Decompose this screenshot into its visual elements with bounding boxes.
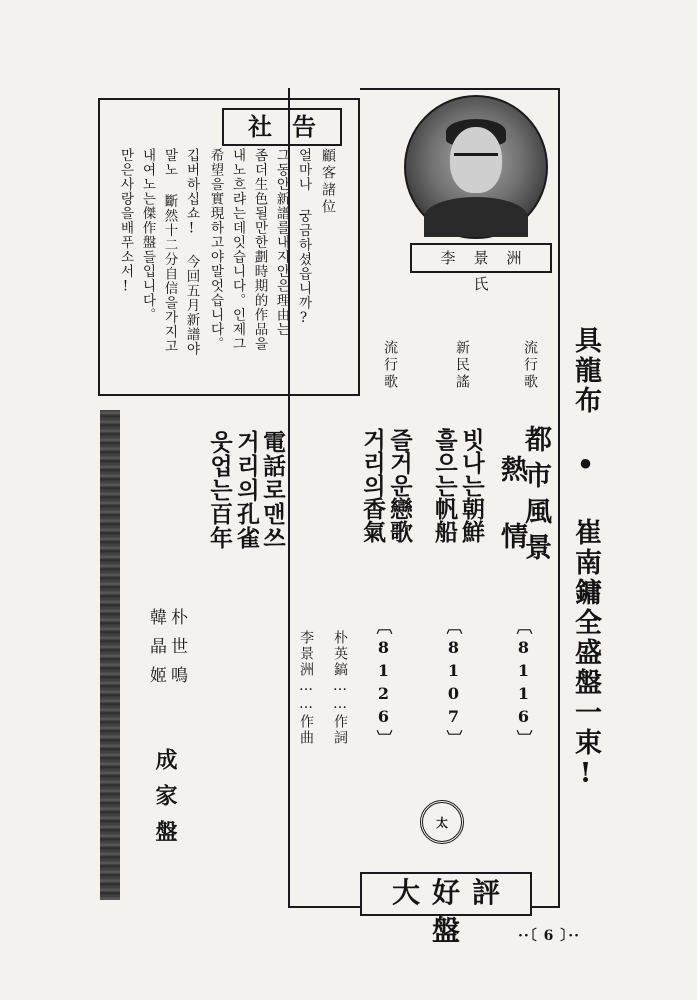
portrait-caption: 李景洲氏 <box>410 243 552 273</box>
artist-names: 朴世鳴 <box>167 608 187 695</box>
notice-line: 그동안新譜를내지안은理由는 <box>273 148 290 337</box>
credit-lyricist: 朴英鎬……作詞 <box>332 630 348 746</box>
record-number: 〔8107〕 <box>444 618 463 750</box>
song-genre: 流行歌 <box>522 340 538 391</box>
left-song-title: 電話로맨쓰 <box>259 430 286 550</box>
left-song-title: 웃업는百年 <box>206 430 233 550</box>
notice-salutation: 顧客諸位 <box>320 148 336 216</box>
notice-line: 말노 斷然十二分自信을가지고 <box>161 148 178 354</box>
decorative-strip <box>100 410 120 900</box>
record-number: 〔8126〕 <box>374 618 393 750</box>
song-title: 熱情 <box>496 455 527 589</box>
banner: 大好評盤 <box>360 872 532 916</box>
song-title: 都市風景 <box>520 425 551 569</box>
notice-title: 社告 <box>222 108 342 146</box>
portrait-photo <box>404 95 548 239</box>
notice-line: 좀더生色될만한劃時期的作品을 <box>251 148 268 351</box>
song-title: 빗나는朝鮮 <box>458 428 485 543</box>
notice-line: 만은사랑을배푸소서! <box>117 148 134 296</box>
record-number: 〔8116〕 <box>514 618 533 750</box>
notice-line: 내여노는傑作盤들입니다。 <box>139 148 156 322</box>
song-genre: 新民謠 <box>454 340 470 391</box>
song-title: 거리의香氣 <box>359 428 386 543</box>
notice-line: 내노흐랴는데잇습니다。인제그 <box>229 148 246 351</box>
song-title: 흘으는帆船 <box>431 428 458 543</box>
group-name: 成家盤 <box>152 748 178 856</box>
credit-composer: 李景洲……作曲 <box>298 630 314 746</box>
notice-line: 깁버하십쇼! 今回五月新譜야 <box>183 148 200 356</box>
notice-line: 얼마나 궁금하셨읍니까? <box>295 148 312 327</box>
notice-line: 希望을實現하고야말엇습니다。 <box>207 148 224 351</box>
headline: 具龍布 • 崔南鏞全盛盤一束! <box>570 326 601 792</box>
song-genre: 流行歌 <box>382 340 398 391</box>
song-title: 즐거운戀歌 <box>386 428 413 543</box>
left-song-title: 거리의孔雀 <box>233 430 260 550</box>
page-number: ··〔 6 〕·· <box>518 928 580 944</box>
label-seal-icon: 太 <box>420 800 464 844</box>
artist-names: 韓晶姬 <box>146 608 166 695</box>
frame-top-rule <box>360 88 560 90</box>
